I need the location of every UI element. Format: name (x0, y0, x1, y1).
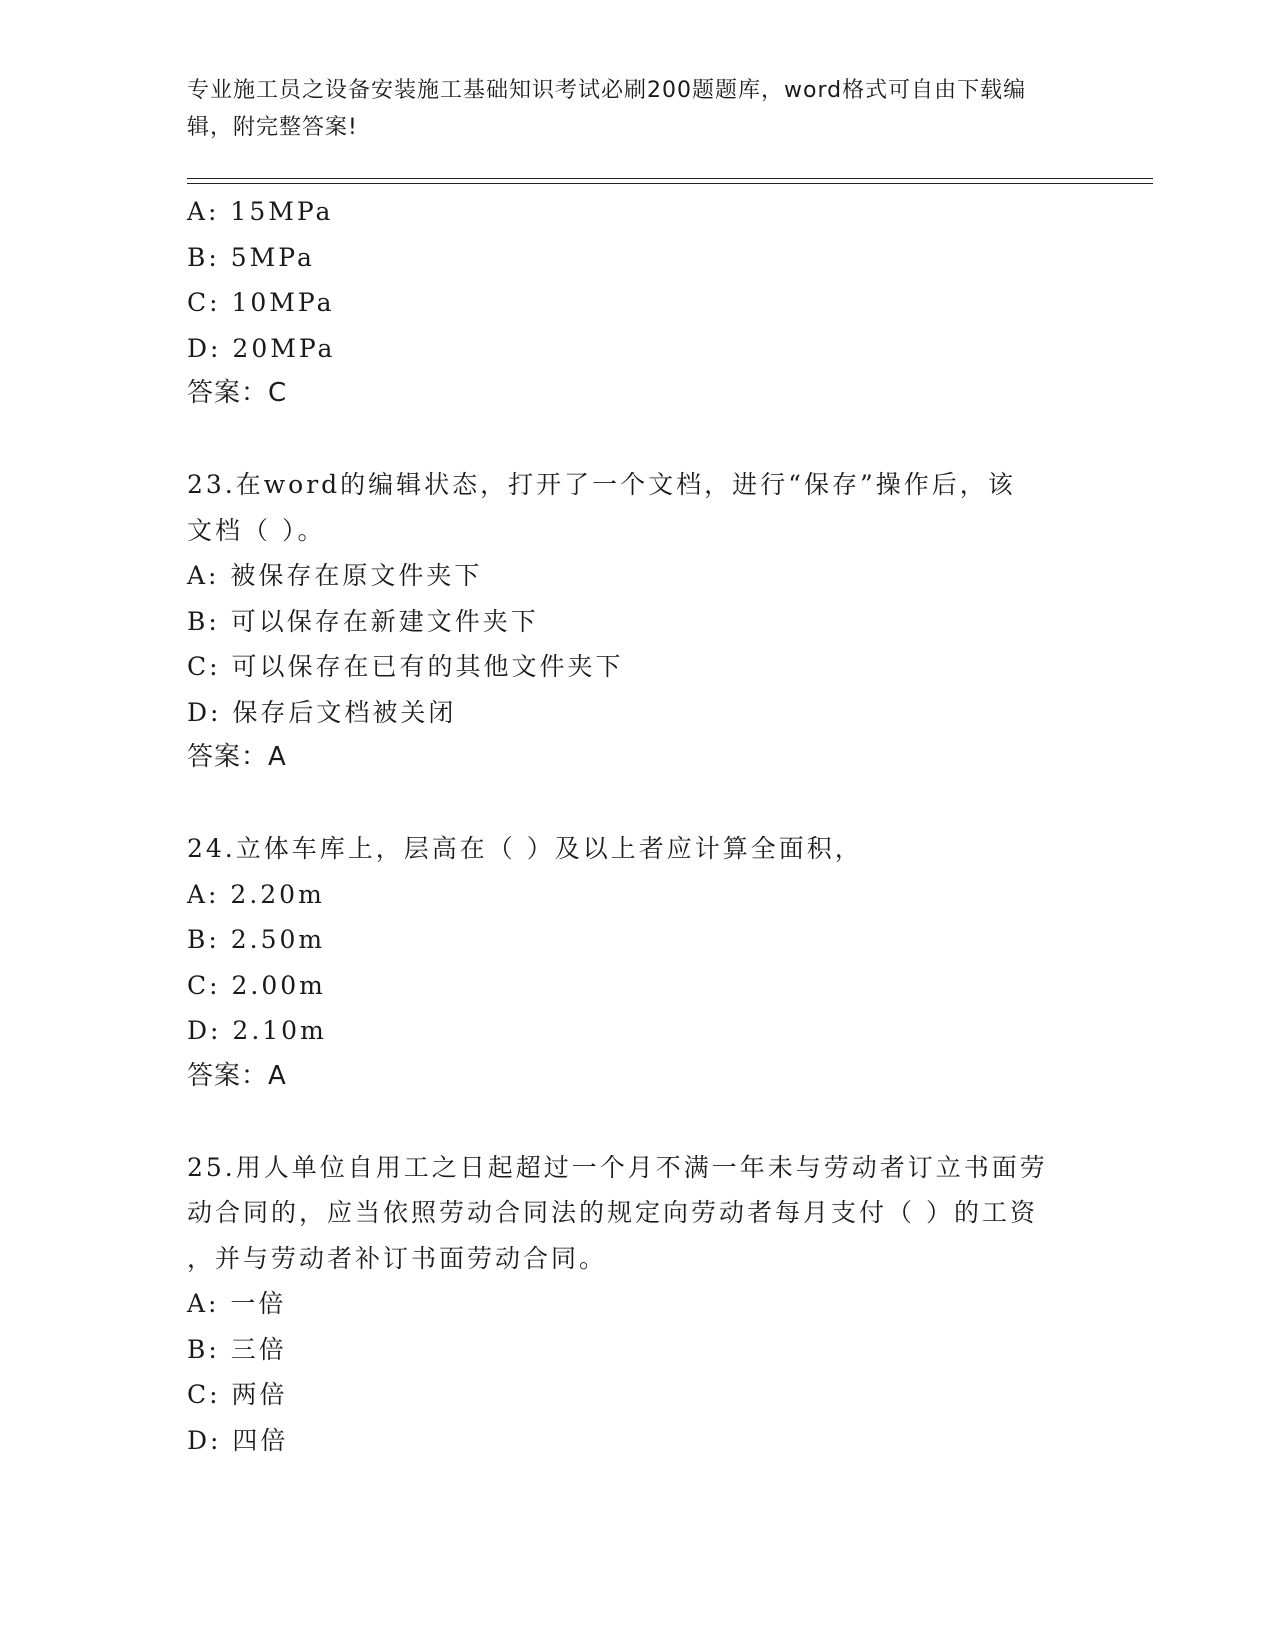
option-a: A: 一倍 (187, 1289, 287, 1318)
question-stem-line: 24.立体车库上，层高在（ ）及以上者应计算全面积， (187, 834, 863, 863)
answer-line: 答案：C (187, 378, 288, 408)
spacer (187, 780, 1087, 826)
question-24 (187, 826, 1087, 1099)
option-b: B: 三倍 (187, 1334, 287, 1364)
option-b: B: 2.50m (187, 925, 326, 954)
question-stem-line: 23.在word的编辑状态，打开了一个文档，进行“保存”操作后，该 (187, 470, 1016, 499)
spacer (187, 416, 1087, 462)
question-stem-line: 动合同的，应当依照劳动合同法的规定向劳动者每月支付（ ）的工资 (187, 1198, 1038, 1227)
option-a: A: 被保存在原文件夹下 (187, 561, 483, 590)
option-a: A: 2.20m (187, 879, 325, 909)
answer-line: 答案：A (187, 1060, 287, 1091)
question-stem-line: 文档（ ）。 (187, 515, 326, 545)
header-rule-top (187, 178, 1153, 179)
option-d: D: 2.10m (187, 1016, 327, 1045)
option-c: C: 2.00m (187, 970, 326, 1000)
option-d: D: 四倍 (187, 1425, 289, 1455)
option-c: C: 可以保存在已有的其他文件夹下 (187, 652, 624, 681)
question-stem-line: ，并与劳动者补订书面劳动合同。 (187, 1243, 608, 1273)
option-d: D: 保存后文档被关闭 (187, 697, 457, 727)
spacer (187, 1099, 1087, 1145)
option-c: C: 两倍 (187, 1380, 288, 1409)
answer-line: 答案：A (187, 742, 287, 772)
question-23 (187, 462, 1087, 780)
option-b: B: 5MPa (187, 242, 315, 272)
header-rule-bottom (187, 183, 1153, 184)
option-b: B: 可以保存在新建文件夹下 (187, 606, 539, 636)
option-a: A: 15MPa (187, 197, 334, 226)
question-stem-line: 25.用人单位自用工之日起超过一个月不满一年未与劳动者订立书面劳 (187, 1152, 1048, 1182)
question-25 (187, 1145, 1087, 1464)
option-d: D: 20MPa (187, 333, 336, 363)
question-22 (187, 189, 1087, 416)
document-header: 专业施工员之设备安装施工基础知识考试必刷200题题库，word格式可自由下载编辑，附完整答案! (187, 78, 1027, 140)
option-c: C: 10MPa (187, 288, 335, 317)
question-content (187, 189, 1087, 1463)
